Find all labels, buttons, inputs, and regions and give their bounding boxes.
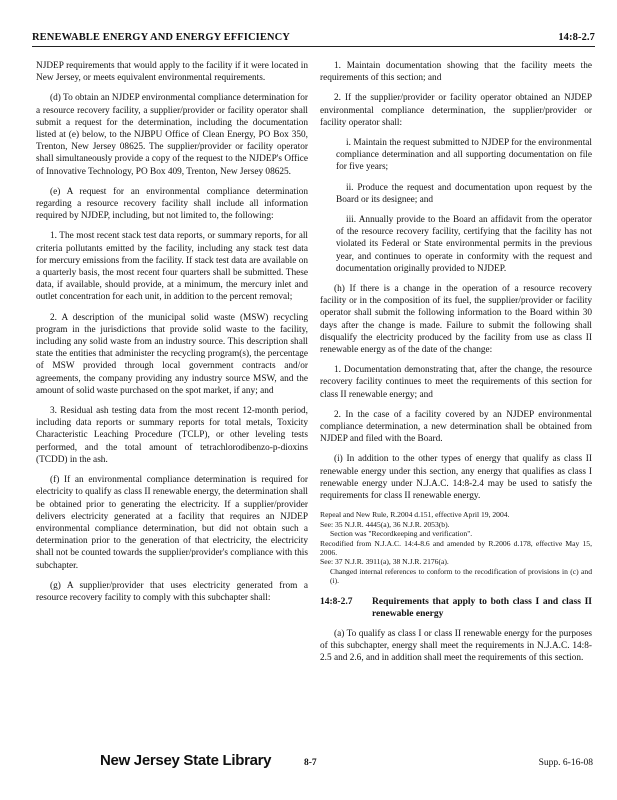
- history-line: See: 35 N.J.R. 4445(a), 36 N.J.R. 2053(b).: [320, 519, 450, 529]
- history-line: See: 37 N.J.R. 3911(a), 38 N.J.R. 2176(a).: [320, 557, 449, 567]
- history-line: Section was "Recordkeeping and verification".: [330, 529, 473, 539]
- paragraph-a: (a) To qualify as class I or class II renewable energy for the purposes of this subchapter, energy shall meet the requirements in N.J.A.C. 14:8-2.5 and 2.6, and in addition shall meet the requirements of this section.: [320, 628, 592, 663]
- paragraph-e1: 1. The most recent stack test data reports, or summary reports, for all criteria pollutants emitted by the facility, including any stack test data for mercury emissions from the facility. If stack test data are available on a quarterly basis, the most recent four quarters shall be submitted. These data, if available, should provide, at a minimum, the mercury inlet and outlet concentration for each unit, in addition to the percent removal;: [36, 231, 308, 303]
- section-number: 14:8-2.7: [320, 596, 353, 607]
- header-section-number: 14:8-2.7: [558, 32, 595, 43]
- page-footer: [0, 752, 617, 772]
- history-line: Changed internal references to conform to the recodification of provisions in (c) and (i).: [330, 566, 592, 586]
- paragraph-e: (e) A request for an environmental compliance determination regarding a resource recovery facility shall include all information required by NJDEP, including, but not limited to, the following:: [36, 186, 308, 222]
- paragraph-h1: 1. Documentation demonstrating that, after the change, the resource recovery facility continues to meet the requirements of this section for class II renewable energy; and: [320, 365, 592, 400]
- paragraph-g2: 2. If the supplier/provider or facility operator obtained an NJDEP environmental compliance determination, the supplier/provider or facility operator shall:: [320, 93, 592, 128]
- page-number: 8-7: [304, 758, 317, 768]
- right-column: [320, 60, 592, 672]
- paragraph-g2-ii: ii. Produce the request and documentation upon request by the Board or its designee; and: [336, 182, 592, 205]
- paragraph-h2: 2. In the case of a facility covered by an NJDEP environmental compliance determination, a new determination shall be obtained from NJDEP and filed with the Board.: [320, 409, 592, 445]
- paragraph-g1: 1. Maintain documentation showing that the facility meets the requirements of this section; and: [320, 61, 592, 84]
- history-note: [320, 510, 592, 585]
- paragraph-g: (g) A supplier/provider that uses electricity generated from a resource recovery facility to comply with this subchapter shall:: [36, 580, 308, 603]
- paragraph-d: (d) To obtain an NJDEP environmental compliance determination for a resource recovery facility, a supplier/provider or facility operator shall submit a request for the determination, including the documentation listed at (e) below, to the NJBPU Office of Clean Energy, PO Box 350, Trenton, New Jersey 08625. The supplier/provider or facility operator shall simultaneously provide a copy of the request to the NJDEP's Office of Innovative Technology, PO Box 409, Trenton, New Jersey 08625.: [36, 93, 308, 177]
- paragraph-g2-iii: iii. Annually provide to the Board an affidavit from the operator of the resource recovery facility, certifying that the facility has not violated its Federal or State environmental permits in the previous year, and continues to operate in conformity with the request and documentation originally provided to NJDEP.: [336, 215, 592, 274]
- left-column: [36, 60, 308, 612]
- supplement-date: Supp. 6-16-08: [538, 758, 593, 768]
- history-line: Recodified from N.J.A.C. 14:4-8.6 and amended by R.2006 d.178, effective May 15, 2006.: [320, 538, 592, 557]
- section-heading: [320, 596, 592, 620]
- paragraph-f: (f) If an environmental compliance determination is required for electricity to qualify as class II renewable energy, the determination shall be obtained prior to generating the electricity. If a supplier/provider delivers electricity generated at a facility that requires an NJDEP environmental compliance determination, but did not obtain such a determination prior to the generation of that electricity, the electricity shall not be counted towards the supplier/provider's compliance with this subchapter.: [36, 475, 308, 571]
- history-line: Repeal and New Rule, R.2004 d.151, effective April 19, 2004.: [320, 510, 510, 520]
- paragraph-h: (h) If there is a change in the operation of a resource recovery facility or in the composition of its fuel, the supplier/provider or facility operator shall submit the following information to the Board within 30 days after the change is made. Failure to submit the following shall disqualify the electricity produced by the facility from use as class II renewable energy as of the date of the change:: [320, 284, 592, 356]
- section-title: Requirements that apply to both class I and class II renewable energy: [372, 596, 592, 619]
- paragraph-i: (i) In addition to the other types of energy that qualify as class II renewable energy under this section, any energy that qualifies as class I renewable energy under N.J.A.C. 14:8-2.4 may be used to satisfy the requirements for class II renewable energy.: [320, 454, 592, 502]
- paragraph-e3: 3. Residual ash testing data from the most recent 12-month period, including data reports or summary reports for total metals, Toxicity Characteristic Leaching Procedure (TCLP), or other leveling tests performed, and the total amount of tetrachlorodibenzo-p-dioxins (TCDD) in the ash.: [36, 406, 308, 465]
- paragraph-e2: 2. A description of the municipal solid waste (MSW) recycling program in the jurisdictions that provide solid waste to the facility, including any solid waste from an industry source. This description shall state the entities that administer the recycling program(s), the percentage of MSW provided through local government contracts and/or agreements, the company providing any industry source MSW, and the amount of solid waste purchased on the spot market, if any; and: [36, 312, 308, 396]
- paragraph-g2-i: i. Maintain the request submitted to NJDEP for the environmental compliance determination and all supporting documentation on file for five years;: [336, 138, 592, 173]
- running-header: [32, 30, 595, 47]
- paragraph-continued: NJDEP requirements that would apply to the facility if it were located in New Jersey, or meets equivalent environmental requirements.: [36, 61, 308, 84]
- header-title: RENEWABLE ENERGY AND ENERGY EFFICIENCY: [32, 32, 290, 43]
- library-watermark: New Jersey State Library: [100, 752, 272, 769]
